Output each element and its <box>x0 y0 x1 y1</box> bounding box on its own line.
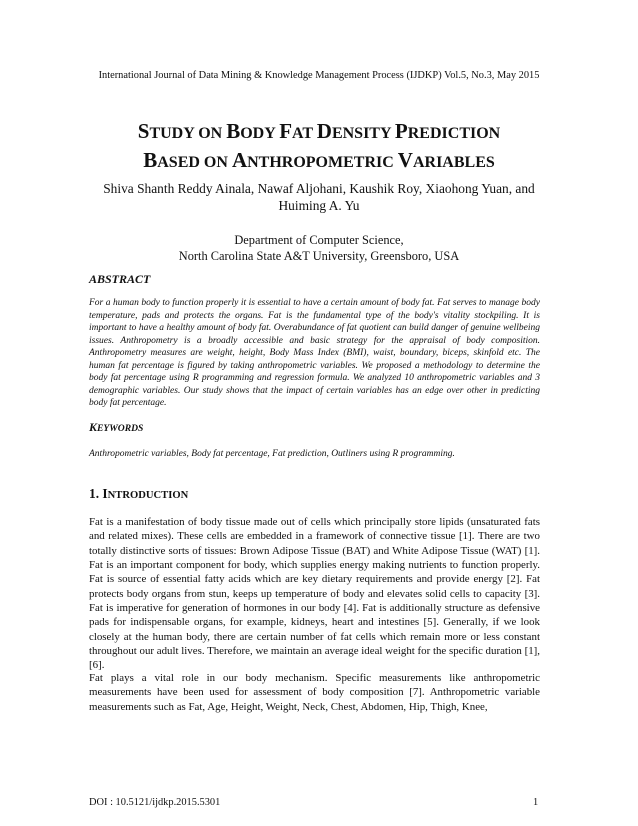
author-line-2: Huiming A. Yu <box>278 198 360 213</box>
intro-paragraph-2: Fat plays a vital role in our body mechanism. Specific measurements like anthropometric measurements have been used for assessment of body composition [7]. Anthropometric variable measurements such as Fat, Age, Height, Weight, Neck, Chest, Abdomen, Hip, Thigh, Knee, <box>89 672 540 713</box>
affiliation-department: Department of Computer Science, <box>234 233 404 247</box>
journal-running-head: International Journal of Data Mining & Knowledge Management Process (IJDKP) Vol.5, No.3, May 2015 <box>98 70 540 81</box>
paper-title <box>0 118 638 176</box>
affiliation-university: North Carolina State A&T University, Greensboro, USA <box>178 249 460 263</box>
title-line-1: STUDY ON BODY FAT DENSITY PREDICTION <box>137 119 501 143</box>
keywords-heading: KEYWORDS <box>89 420 144 434</box>
title-line-2: BASED ON ANTHROPOMETRIC VARIABLES <box>143 148 495 172</box>
keywords-text: Anthropometric variables, Body fat percentage, Fat prediction, Outliners using R programming. <box>89 449 455 459</box>
abstract-text: For a human body to function properly it is essential to have a certain amount of body fat. Fat serves to manage body temperature, pads and protects the organs. Fat is the fundamental type of the body's vitality stockpiling. It is important to have a healthy amount of body fat. Overabundance of fat quotient can build danger of genuine wellbeing issues. Anthropometry is a broadly accessible and basic strategy for the appraisal of body composition. Anthropometry measures are weight, height, Body Mass Index (BMI), waist, boundary, biceps, skinfold etc. The human fat percentage is figured by taking anthropometric variables. We proposed a methodology to determine the body fat percentage using R programming and regression formula. We analyzed 10 anthropometric variables and 3 demographic variables. Our study shows that the impact of certain variables has an edge over other in predicting body fat percentage. <box>89 298 540 409</box>
author-list <box>60 180 578 214</box>
section-heading-introduction: 1. INTRODUCTION <box>89 486 189 501</box>
page-number: 1 <box>533 797 539 808</box>
abstract-heading: ABSTRACT <box>89 272 151 286</box>
doi-footer: DOI : 10.5121/ijdkp.2015.5301 <box>89 797 221 808</box>
affiliation <box>60 232 578 264</box>
author-line-1: Shiva Shanth Reddy Ainala, Nawaf Aljohani, Kaushik Roy, Xiaohong Yuan, and <box>103 181 535 196</box>
intro-paragraph-1: Fat is a manifestation of body tissue made out of cells which principally store lipids (unsaturated fats and related mixes). These cells are embedded in a framework of connective tissue [1]. There are two totally distinctive sorts of tissues: Brown Adipose Tissue (BAT) and White Adipose Tissue (WAT) [1]. Fat is an important component for body, which supplies energy making nutrients to function properly. Fat is source of essential fatty acids which are key dietary requirements and provide energy [2]. Fat protects body organs from stun, keeps up temperature of body and elevates solid cells to capacity [3]. Fat is imperative for generation of hormones in our body [4]. Fat is additionally structure as defensive pads for indispensable organs, for example, kidneys, heart and intestines [5]. Generally, if we look closely at the human body, there are certain number of fat cells which remain more or less constant throughout our adult lives. Therefore, we maintain an average ideal weight for the specific duration [1],[6]. <box>89 516 540 672</box>
